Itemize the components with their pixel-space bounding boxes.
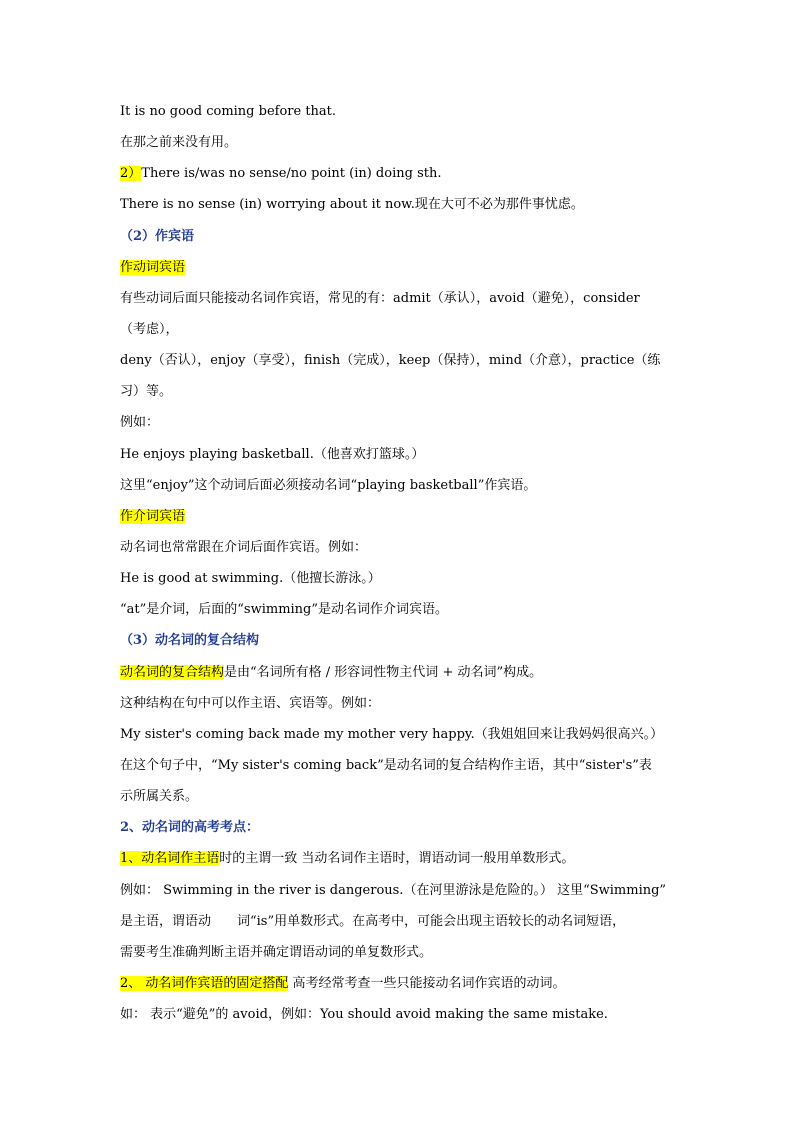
text-line: “at”是介词，后面的“swimming”是动名词作介词宾语。	[120, 602, 449, 617]
text-line: 动名词也常常跟在介词后面作宾语。例如：	[120, 540, 368, 555]
text-line: deny（否认），enjoy（享受），finish（完成），keep（保持），mind（介意），practice（练	[120, 353, 661, 368]
text-line: 例如： Swimming in the river is dangerous.（在河里游泳是危险的。） 这里“Swimming”	[120, 883, 667, 898]
text-span: 时的主谓一致 当动名词作主语时，谓语动词一般用单数形式。	[219, 851, 575, 866]
text-line: 示所属关系。	[120, 789, 199, 804]
text-line: He enjoys playing basketball.（他喜欢打篮球。）	[120, 447, 425, 462]
section-heading: 2、动名词的高考考点：	[120, 820, 260, 835]
highlighted-subheading: 作介词宾语	[120, 509, 186, 524]
text-line: My sister's coming back made my mother very happy.（我姐姐回来让我妈妈很高兴。）	[120, 727, 664, 742]
text-line	[120, 663, 676, 683]
text-line	[120, 164, 676, 184]
text-line: He is good at swimming.（他擅长游泳。）	[120, 571, 381, 586]
text-line: 例如：	[120, 415, 160, 430]
section-heading: （3）动名词的复合结构	[120, 633, 260, 648]
text-line: 这种结构在句中可以作主语、宾语等。例如：	[120, 696, 381, 711]
text-line	[120, 849, 676, 869]
text-line: 习）等。	[120, 384, 173, 399]
text-line: 有些动词后面只能接动名词作宾语，常见的有：admit（承认），avoid（避免），consider	[120, 291, 640, 306]
highlighted-term: 1、动名词作主语	[120, 851, 220, 866]
section-heading: （2）作宾语	[120, 229, 195, 244]
text-line	[120, 974, 676, 994]
text-span: 高考经常考查一些只能接动名词作宾语的动词。	[288, 976, 566, 991]
text-line: There is no sense (in) worrying about it now.现在大可不必为那件事忧虑。	[120, 197, 584, 212]
highlighted-term: 2、 动名词作宾语的固定搭配	[120, 976, 289, 991]
text-line: 这里“enjoy”这个动词后面必须接动名词“playing basketball”作宾语。	[120, 478, 537, 493]
text-line: （考虑），	[120, 322, 179, 337]
text-line: It is no good coming before that.	[120, 104, 337, 119]
highlighted-subheading: 作动词宾语	[120, 260, 186, 275]
highlighted-number: 2）	[120, 166, 142, 181]
text-line: 需要考生准确判断主语并确定谓语动词的单复数形式。	[120, 945, 433, 960]
highlighted-term: 动名词的复合结构	[120, 665, 225, 680]
text-line: 在这个句子中，“My sister's coming back”是动名词的复合结构作主语，其中“sister's”表	[120, 758, 652, 773]
text-line	[120, 507, 676, 527]
text-span: 是由“名词所有格 / 形容词性物主代词 + 动名词”构成。	[224, 665, 543, 680]
text-line: 如： 表示“避免”的 avoid，例如：You should avoid making the same mistake.	[120, 1007, 608, 1022]
text-line	[120, 258, 676, 278]
text-line: 在那之前来没有用。	[120, 135, 238, 150]
text-span: There is/was no sense/no point (in) doing sth.	[141, 166, 442, 181]
text-line: 是主语，谓语动 词“is”用单数形式。在高考中，可能会出现主语较长的动名词短语，	[120, 914, 626, 929]
